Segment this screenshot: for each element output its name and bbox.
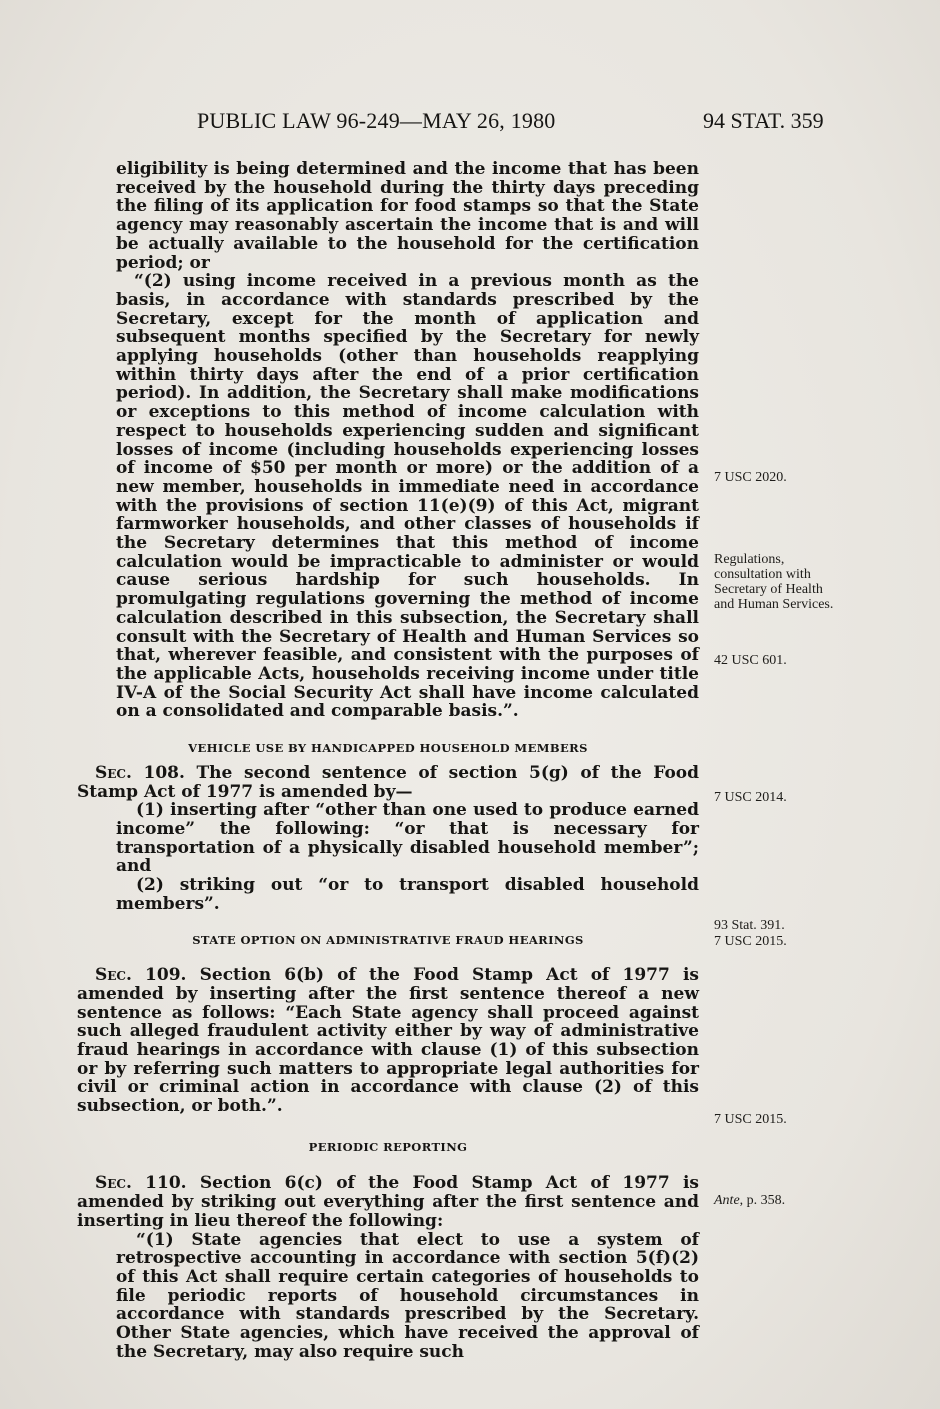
- stat-page-number: 94 STAT. 359: [703, 108, 824, 133]
- margin-note-7usc2015-b: 7 USC 2015.: [714, 1112, 787, 1127]
- section-108-clause-1: (1) inserting after “other than one used to produce earned income” the following: “or that is necessary for transportation of a physically disabled household member”; and: [116, 800, 699, 877]
- ante-italic: Ante: [714, 1193, 740, 1208]
- heading-vehicle-use: VEHICLE USE BY HANDICAPPED HOUSEHOLD MEMBERS: [188, 741, 588, 756]
- heading-periodic-reporting: PERIODIC REPORTING: [308, 1139, 468, 1154]
- section-108-clause-2: (2) striking out “or to transport disabled household members”.: [116, 875, 699, 914]
- section-108: [77, 764, 699, 801]
- section-109: [77, 966, 699, 1116]
- margin-note-42usc601: 42 USC 601.: [714, 653, 787, 668]
- margin-note-93stat391: 93 Stat. 391.: [714, 918, 785, 933]
- law-title: PUBLIC LAW 96-249—MAY 26, 1980: [197, 108, 556, 133]
- body-text: [77, 160, 699, 1361]
- section-110-text: Section 6(c) of the Food Stamp Act of 1977 is amended by striking out everything after the first sentence and inserting in lieu thereof the following:: [77, 1173, 700, 1231]
- clause-2-text: “(2) using income received in a previous month as the basis, in accordance with standards prescribed by the Secretary, except for the month of application and subsequent months specified by the Secretary for newly applying households (other than households reapplying within thirty days after the end of a prior certification period). In addition, the Secretary shall make modifications or exceptions to this method of income calculation with respect to households experiencing sudden and significant losses of income (including households experiencing losses of income of $50 per month or more) or the addition of a new member, households in immediate need in accordance with the provisions of section 11(e)(9) of this Act, migrant farmworker households, and other classes of households if the Secretary determines that this method of income calculation would be impracticable to administer or would cause serious hardship for such households. In promulgating regulations governing the method of income calculation described in this subsection, the Secretary shall consult with the Secretary of Health and Human Services so that, wherever feasible, and consistent with the purposes of the applicable Acts, households receiving income under title IV-A of the Social Security Act shall have income calculated on a consolidated and comparable basis.”.: [116, 271, 699, 722]
- margin-note-regulations: Regulations, consultation with Secretary of Health and Human Services.: [714, 552, 834, 612]
- section-110-label: Sec. 110.: [95, 1173, 187, 1194]
- margin-note-7usc2014: 7 USC 2014.: [714, 790, 787, 805]
- margin-note-7usc2020: 7 USC 2020.: [714, 470, 787, 485]
- section-109-text: Section 6(b) of the Food Stamp Act of 1977 is amended by inserting after the first sentence thereof a new sentence as follows: “Each State agency shall proceed against such alleged fraudulent activity either by way of administrative fraud hearings in accordance with clause (1) of this subsection or by referring such matters to appropriate legal authorities for civil or criminal action in accordance with clause (2) of this subsection, or both.”.: [77, 965, 699, 1117]
- section-110: [77, 1174, 699, 1230]
- heading-fraud-hearings: STATE OPTION ON ADMINISTRATIVE FRAUD HEARINGS: [192, 933, 584, 948]
- section-110-clause-1: “(1) State agencies that elect to use a system of retrospective accounting in accordance with section 5(f)(2) of this Act shall require certain categories of households to file periodic reports of household circumstances in accordance with standards prescribed by the Secretary. Other State agencies, which have received the approval of the Secretary, may also require such: [116, 1229, 699, 1362]
- section-108-label: Sec. 108.: [95, 762, 185, 783]
- margin-note-7usc2015-a: 7 USC 2015.: [714, 934, 787, 949]
- paragraph-eligibility: eligibility is being determined and the income that has been received by the household during the thirty days preceding the filing of its application for food stamps so that the State agency may reasonably ascertain the income that is and will be actually available to the household for the certification period; or: [116, 159, 699, 273]
- margin-note-ante: [714, 1193, 844, 1208]
- ante-page: , p. 358.: [739, 1193, 786, 1208]
- paragraph-clause-2: [77, 272, 699, 721]
- section-109-label: Sec. 109.: [95, 965, 187, 986]
- running-head: [0, 108, 940, 138]
- section-108-text: The second sentence of section 5(g) of the Food Stamp Act of 1977 is amended by—: [77, 762, 700, 802]
